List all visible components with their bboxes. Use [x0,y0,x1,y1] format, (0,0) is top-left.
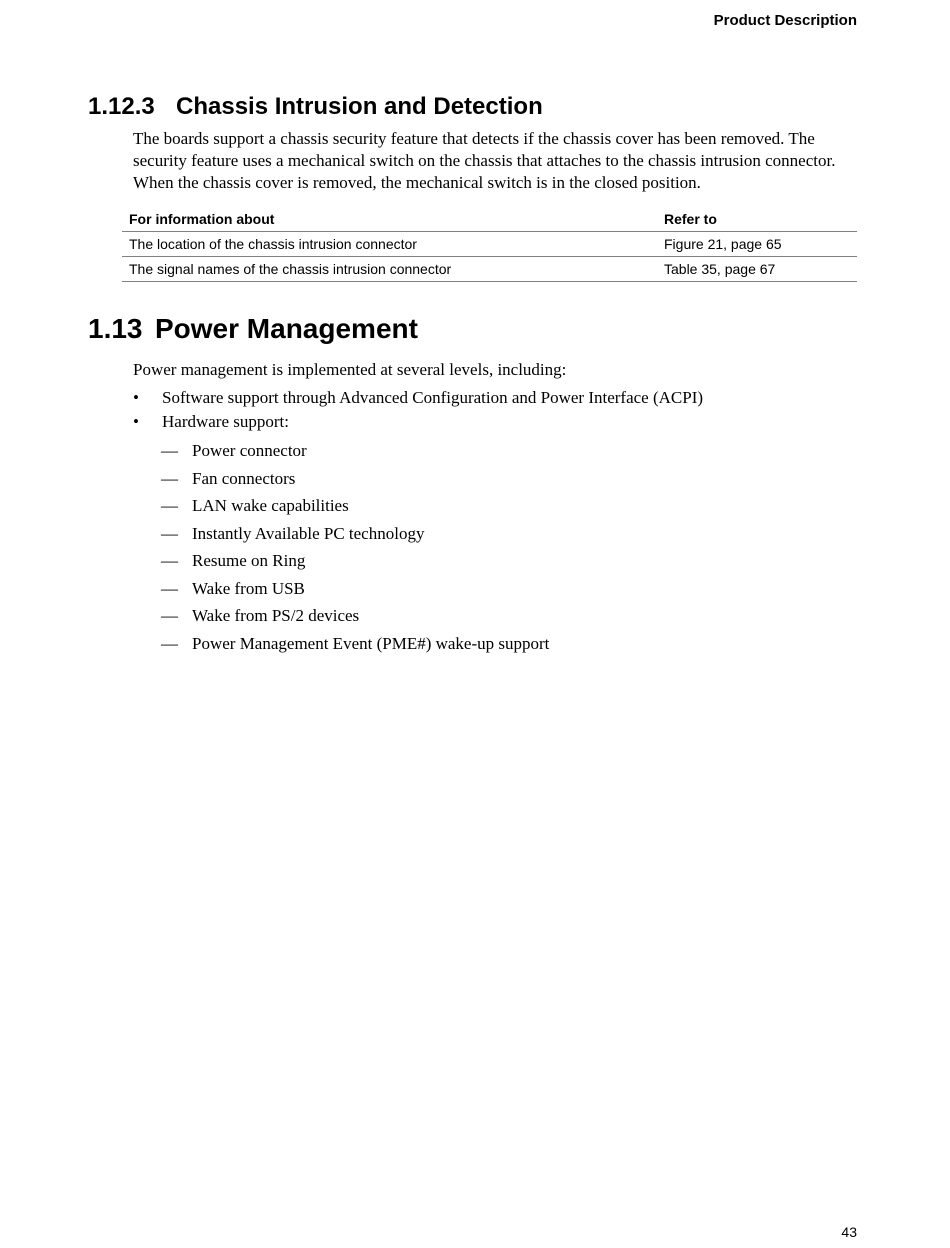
list-item [133,386,703,410]
list-item [161,630,549,658]
list-item-text: LAN wake capabilities [192,496,349,515]
dash-marker: — [161,551,178,570]
list-item-text: Wake from PS/2 devices [192,606,360,625]
dash-marker: — [161,633,178,653]
section-title: Chassis Intrusion and Detection [176,93,543,120]
list-item-text: Resume on Ring [192,551,306,570]
list-item-text: Software support through Advanced Configuration and Power Interface (ACPI) [162,388,704,407]
list-item-text: Hardware support: [162,411,289,431]
list-item-text: Power Management Event (PME#) wake-up support [192,633,550,653]
dash-marker: — [161,606,178,625]
list-item-text: Wake from USB [192,578,305,598]
section-number: 1.13 [88,313,143,344]
table-cell: The location of the chassis intrusion connector [122,232,657,257]
dash-marker: — [161,496,178,515]
table-header-row [122,205,857,232]
running-header: Product Description [713,12,857,29]
dash-marker: — [161,468,178,488]
reference-table [122,205,857,282]
dash-marker: — [161,578,178,598]
table-header-cell: Refer to [657,205,857,232]
section-number: 1.12.3 [88,93,155,120]
list-item [161,520,549,548]
list-item-text: Power connector [192,441,307,460]
table-row [122,232,857,257]
list-item [161,492,549,520]
table-cell: Table 35, page 67 [657,257,857,282]
table-cell: Figure 21, page 65 [657,232,857,257]
table-cell: The signal names of the chassis intrusion connector [122,257,657,282]
bullet-marker: • [133,388,139,407]
list-item [161,575,549,603]
section-heading-1-12-3 [88,93,543,121]
dash-marker: — [161,523,178,543]
table-row [122,257,857,282]
list-item [161,465,549,493]
list-item-text: Instantly Available PC technology [192,523,425,543]
hardware-support-list [161,437,549,657]
bullet-list [133,386,703,433]
list-item [133,410,703,434]
table-header-cell: For information about [122,205,657,232]
list-item [161,437,549,465]
page-number: 43 [841,1224,857,1240]
list-item [161,547,549,575]
dash-marker: — [161,441,178,460]
power-management-intro: Power management is implemented at several levels, including: [133,360,567,379]
chassis-intrusion-paragraph: The boards support a chassis security feature that detects if the chassis cover has been removed. The security feature uses a mechanical switch on the chassis that attaches to the chassis intrusion connector. When the chassis cover is removed, the mechanical switch is in the closed position. [133,129,836,192]
list-item-text: Fan connectors [192,468,296,488]
list-item [161,602,549,630]
section-heading-1-13 [88,313,418,345]
section-title: Power Management [155,313,418,344]
bullet-marker: • [133,411,139,431]
